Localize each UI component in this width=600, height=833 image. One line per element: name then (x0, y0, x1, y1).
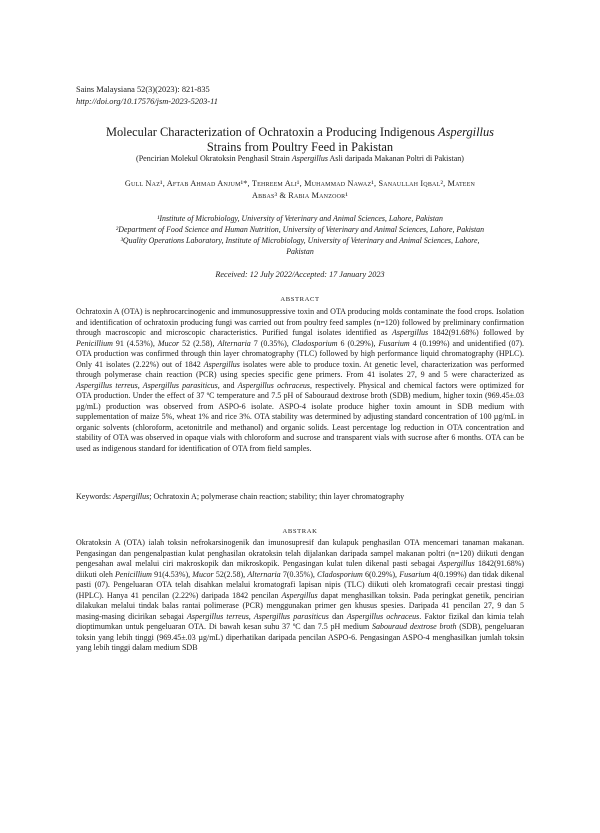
doi-link[interactable]: http://doi.org/10.17576/jsm-2023-5203-11 (76, 97, 218, 106)
affiliation-3: ³Quality Operations Laboratory, Institute of Microbiology, University of Veterinary and Animal Sciences, Lahore, (120, 236, 480, 245)
authors-line-2: Abbas³ & Rabia Manzoor¹ (251, 191, 348, 200)
author-list (76, 178, 524, 202)
title-genus: Aspergillus (438, 125, 495, 139)
authors-line-1: Gull Naz¹, Aftab Ahmad Anjum¹*, Tehreem Ali¹, Muhammad Nawaz¹, Sanaullah Iqbal², Mateen (124, 179, 476, 188)
article-subtitle (60, 154, 540, 164)
abstract-text: Ochratoxin A (OTA) is nephrocarcinogenic and immunosuppressive toxin and OTA producing molds contaminate the food crops. Isolation and identification of ochratoxin producing fungi was carried out from poultry feed samples (n=120) followed by preliminary confirmation through macroscopic and microscopic characteristics. Purified fungal isolates identified as Aspergillus 1842(91.68%) followed by Penicillium 91 (4.53%), Mucor 52 (2.58), Alternaria 7 (0.35%), Cladosporium 6 (0.29%), Fusarium 4 (0.199%) and unidentified (07). OTA production was confirmed through thin layer chromatography (TLC) followed by high performance liquid chromatography (HPLC). Only 41 isolates (2.22%) out of 1842 Aspergillus isolates were able to produce toxin. At genetic level, characterization was performed through polymerase chain reaction (PCR) using species specific gene primers. From 41 isolates 27, 9 and 5 were characterized as Aspergillus terreus, Aspergillus parasiticus, and Aspergillus ochraceus, respectively. Physical and chemical factors were optimized for OTA production. Under the effect of 37 ºC temperature and 7.5 pH of Sabouraud dextrose broth (SDB) medium, higher toxin (969.45±.03 µg/mL) production was observed from ASPO-6 isolate. ASPO-4 isolate produce higher toxin amount in SDB medium with supplementation of maize 5%, wheat 1% and rice 3%. OTA stability was determined by adjusting standard concentration of 100 µg/mL in organic solvents (chloroform, acetonitrile and methanol) and organic solids. Least percentage log reduction in OTA concentration and stability of OTA was observed in opaque vials with chloroform and sucrose and transparent vials with sucrose after 6 months. OTA can be used as indigenous standard for identification of OTA from field samples. (76, 307, 525, 453)
journal-header (76, 84, 218, 108)
subtitle-genus: Aspergillus (291, 154, 328, 163)
affiliation-3-cont: Pakistan (286, 247, 314, 256)
subtitle-suffix: Asli daripada Makanan Poltri di Pakistan) (329, 154, 464, 163)
affiliation-2: ²Department of Food Science and Human Nutrition, University of Veterinary and Animal Sciences, Lahore, Pakistan (115, 225, 485, 234)
title-prefix: Molecular Characterization of Ochratoxin a Producing Indigenous (105, 125, 435, 139)
abstrak-heading: ABSTRAK (282, 528, 318, 535)
title-suffix: Strains from Poultry Feed in Pakistan (206, 140, 394, 154)
keyword-aspergillus: Aspergillus (113, 492, 150, 501)
subtitle-prefix: (Pencirian Molekul Okratoksin Penghasil Strain (136, 154, 290, 163)
abstract-heading: ABSTRACT (280, 296, 320, 303)
affiliation-1: ¹Institute of Microbiology, University of Veterinary and Animal Sciences, Lahore, Pakistan (157, 214, 443, 223)
keywords-rest: ; Ochratoxin A; polymerase chain reaction; stability; thin layer chromatography (149, 492, 405, 501)
keywords-label: Keywords: (76, 492, 112, 501)
affiliations (76, 213, 524, 257)
received-dates: Received: 12 July 2022/Accepted: 17 January 2023 (215, 270, 385, 279)
journal-citation: Sains Malaysiana 52(3)(2023): 821-835 (76, 85, 210, 94)
article-title (60, 125, 540, 155)
abstrak-text: Okratoksin A (OTA) ialah toksin nefrokarsinogenik dan imunosupresif dan kulapuk penghasilan OTA mencemari tanaman makanan. Pengasingan dan pengenalpastian kulat penghasilan okratoksin telah dijalankan daripada sampel makanan poltri (n=120) diikuti dengan pengesahan awal melalui ciri makroskopik dan mikroskopik. Pengasingan kulat tulen dikenal pasti sebagai Aspergillus 1842(91.68%) diikuti oleh Penicillium 91(4.53%), Mucor 52(2.58), Alternaria 7(0.35%), Cladosporium 6(0.29%), Fusarium 4(0.199%) dan tidak dikenal pasti (07). Pengeluaran OTA telah disahkan melalui kromatografi lapisan nipis (TLC) diikuti oleh kromatografi cecair prestasi tinggi (HPLC). Hanya 41 pencilan (2.22%) daripada 1842 pencilan Aspergillus dapat menghasilkan toksin. Pada peringkat genetik, pencirian dilakukan melalui tindak balas rantai polimerase (PCR) menggunakan primer gen khusus spesies. Daripada 41 pencilan 27, 9 dan 5 masing-masing dicirikan sebagai Aspergillus terreus, Aspergillus parasiticus dan Aspergillus ochraceus. Faktor fizikal dan kimia telah dioptimumkan untuk pengeluaran OTA. Di bawah kesan suhu 37 ºC dan 7.5 pH medium Sabouraud dextrose broth (SDB), pengeluaran toksin yang lebih tinggi (969.45±.03 µg/mL) diperhatikan daripada pencilan ASPO-6. Pengasingan ASPO-4 menghasilkan jumlah toksin yang lebih tinggi dalam medium SDB (76, 538, 525, 652)
keywords (76, 492, 524, 503)
